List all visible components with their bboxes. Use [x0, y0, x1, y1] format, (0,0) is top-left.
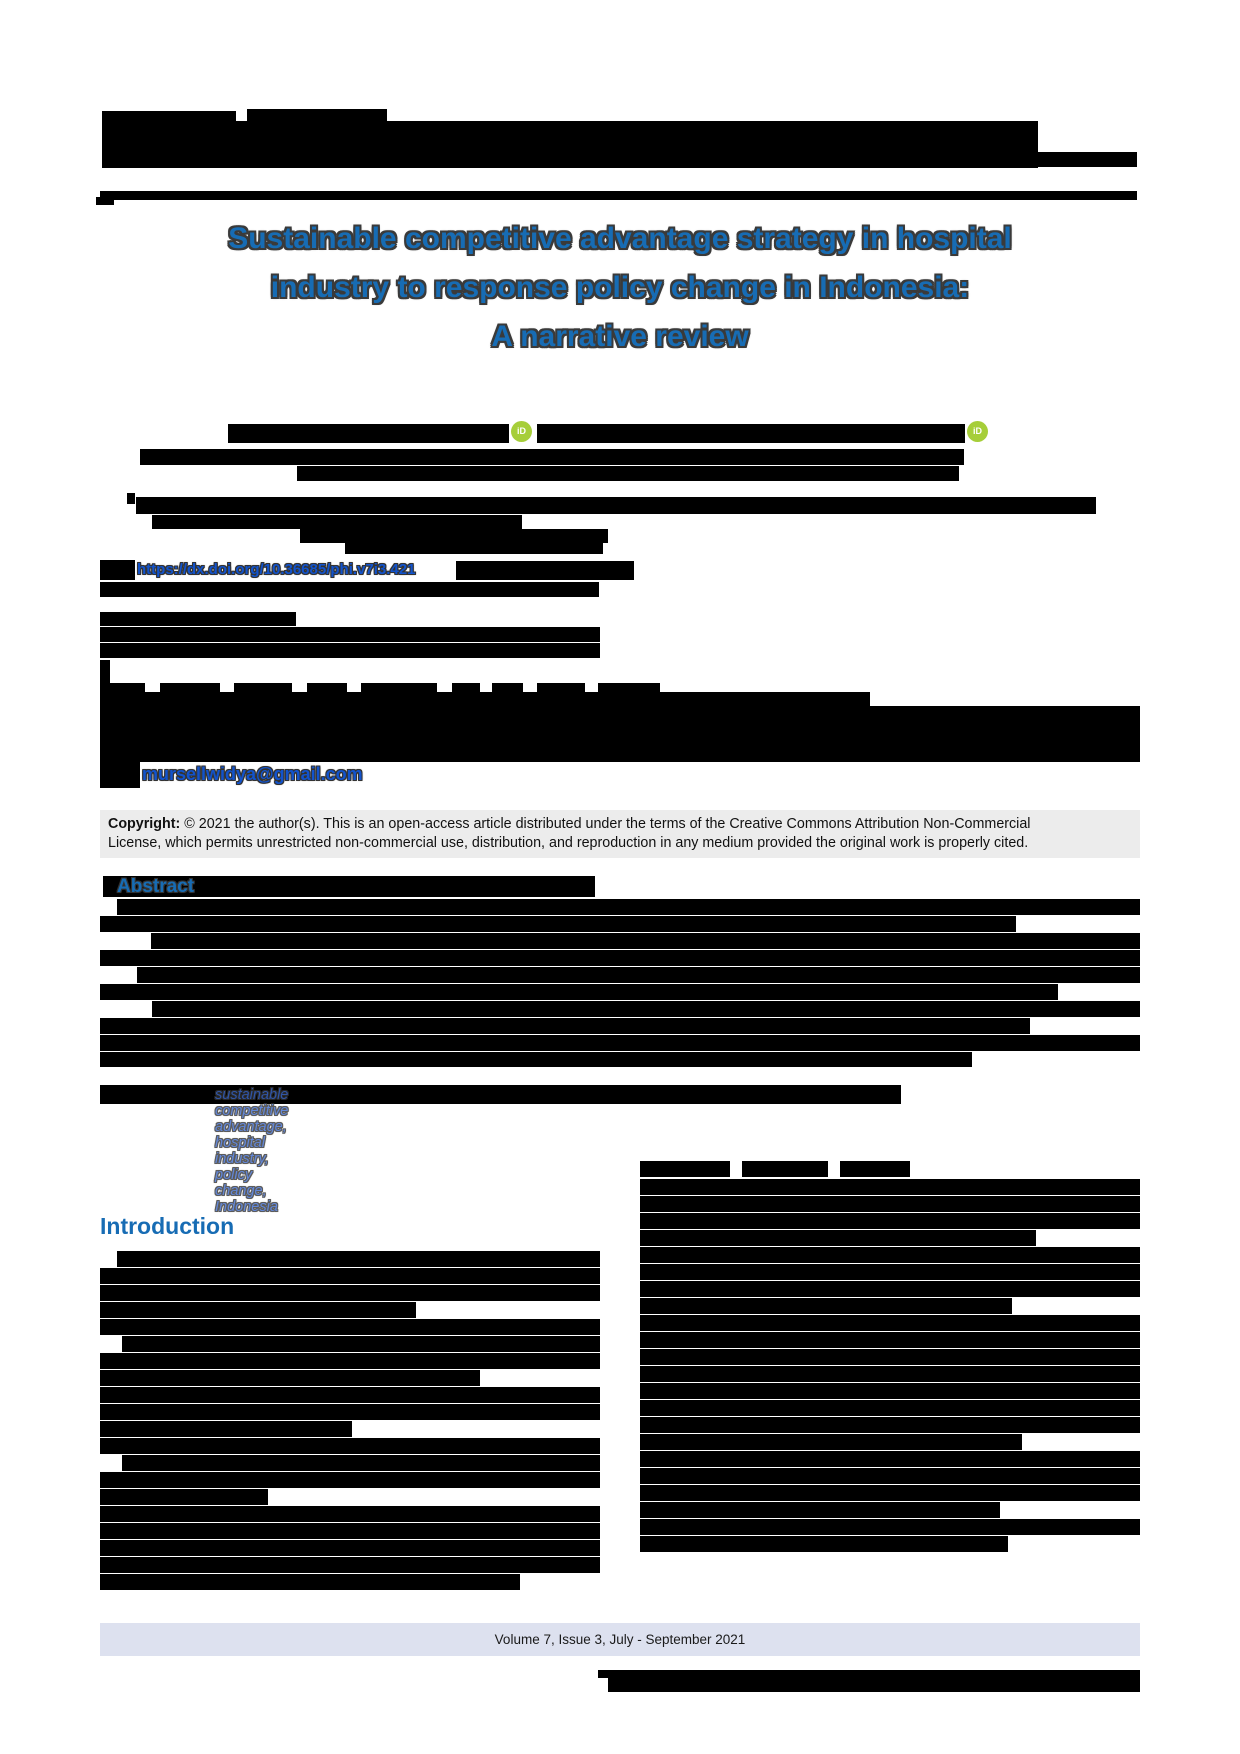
redaction-bar	[640, 1417, 1140, 1433]
redaction-bar	[127, 493, 135, 504]
redaction-bar	[640, 1315, 1140, 1331]
redaction-bar	[598, 1670, 1140, 1678]
redaction-bar	[100, 1557, 600, 1573]
redaction-bar	[117, 1251, 600, 1267]
copyright-label: Copyright:	[108, 816, 181, 832]
redaction-bar	[100, 916, 1016, 932]
redaction-bar	[640, 1434, 1022, 1450]
redaction-bar	[742, 1161, 828, 1177]
redaction-bar	[100, 1285, 600, 1301]
redaction-bar	[640, 1247, 1140, 1263]
redaction-bar	[100, 1472, 600, 1488]
redaction-bar	[102, 121, 1038, 168]
footer-issue-bar: Volume 7, Issue 3, July - September 2021	[100, 1623, 1140, 1656]
redaction-bar	[640, 1213, 1140, 1229]
redaction-bar	[100, 191, 1137, 200]
article-title-line-1: Sustainable competitive advantage strategy in hospital	[228, 222, 1012, 255]
redaction-bar	[100, 1268, 600, 1284]
orcid-icon[interactable]: iD	[967, 421, 988, 442]
redaction-bar	[100, 1574, 520, 1590]
redaction-bar	[100, 1421, 352, 1437]
redaction-bar	[122, 1455, 600, 1471]
redaction-bar	[640, 1298, 1012, 1314]
redaction-bar	[870, 706, 1140, 762]
redaction-bar	[100, 1489, 268, 1505]
redaction-bar	[640, 1332, 1140, 1348]
redaction-bar	[1038, 152, 1137, 167]
redaction-bar	[136, 497, 1096, 514]
redaction-bar	[345, 542, 603, 554]
redaction-bar	[96, 197, 114, 205]
keywords-fragment: sustainable competitive advantage, hospital industry, policy change, Indonesia	[215, 1087, 289, 1215]
article-title	[100, 214, 1140, 361]
redaction-bar	[640, 1161, 730, 1177]
copyright-notice	[100, 810, 1140, 858]
redaction-bar	[300, 529, 608, 543]
redaction-bar	[640, 1264, 1140, 1280]
redaction-bar	[537, 424, 965, 443]
redaction-bar	[640, 1349, 1140, 1365]
redaction-bar	[840, 1161, 910, 1177]
abstract-heading: Abstract	[117, 876, 195, 897]
redaction-bar	[100, 612, 296, 626]
redaction-bar	[640, 1519, 1140, 1535]
redaction-bar	[100, 1302, 416, 1318]
redaction-bar	[137, 967, 1140, 983]
redaction-bar	[640, 1230, 1036, 1246]
redaction-bar	[640, 1196, 1140, 1212]
doi-link[interactable]: https://dx.doi.org/10.36685/phi.v7i3.421	[137, 561, 416, 578]
redaction-bar	[100, 692, 870, 762]
redaction-bar	[640, 1179, 1140, 1195]
redaction-bar	[228, 424, 509, 443]
redaction-bar	[640, 1281, 1140, 1297]
redaction-bar	[100, 1035, 1140, 1051]
redaction-bar	[100, 1404, 600, 1420]
redaction-bar	[100, 1319, 600, 1335]
redaction-bar	[100, 1370, 480, 1386]
copyright-line-1-text: © 2021 the author(s). This is an open-access article distributed under the terms of the Creative Commons Attribution Non-Commercial	[180, 816, 1031, 832]
redaction-bar	[640, 1400, 1140, 1416]
redaction-bar	[140, 449, 964, 465]
redaction-bar	[608, 1678, 1140, 1692]
article-title-line-2: industry to response policy change in Indonesia:	[270, 271, 970, 304]
redaction-bar	[640, 1485, 1140, 1501]
redaction-bar	[100, 1353, 600, 1369]
redaction-bar	[100, 950, 1140, 966]
redaction-bar	[100, 1523, 600, 1539]
redaction-bar	[247, 109, 387, 121]
redaction-bar	[152, 515, 522, 529]
redaction-bar	[640, 1468, 1140, 1484]
redaction-bar	[100, 1438, 600, 1454]
redaction-bar	[102, 111, 236, 121]
redaction-bar	[122, 1336, 600, 1352]
redaction-bar	[100, 660, 110, 684]
redaction-bar	[640, 1383, 1140, 1399]
redaction-bar	[100, 582, 599, 597]
redaction-bar	[100, 1387, 600, 1403]
redaction-bar	[152, 1001, 1140, 1017]
redaction-bar	[456, 561, 634, 580]
redaction-bar	[640, 1536, 1008, 1552]
redaction-bar	[100, 762, 140, 788]
orcid-icon[interactable]: iD	[511, 421, 532, 442]
article-title-line-3: A narrative review	[491, 320, 749, 353]
copyright-line-1	[108, 815, 1132, 834]
email-link[interactable]: mursellwidya@gmail.com	[142, 764, 363, 784]
redaction-bar	[117, 899, 1140, 915]
redaction-bar	[151, 933, 1140, 949]
redaction-bar	[100, 560, 135, 580]
redaction-bar	[100, 627, 600, 642]
introduction-heading: Introduction	[100, 1213, 235, 1239]
redaction-bar	[100, 643, 600, 658]
redaction-bar	[100, 1506, 600, 1522]
redaction-bar	[100, 1052, 972, 1067]
redaction-bar	[100, 984, 1058, 1000]
redaction-bar	[297, 466, 959, 481]
redaction-bar	[640, 1451, 1140, 1467]
redaction-bar	[640, 1502, 1000, 1518]
copyright-line-2: License, which permits unrestricted non-commercial use, distribution, and reproduction in any medium provided the original work is properly cited.	[108, 835, 1029, 851]
redaction-bar	[100, 1018, 1030, 1034]
redaction-bar	[100, 1540, 600, 1556]
redaction-bar	[640, 1366, 1140, 1382]
